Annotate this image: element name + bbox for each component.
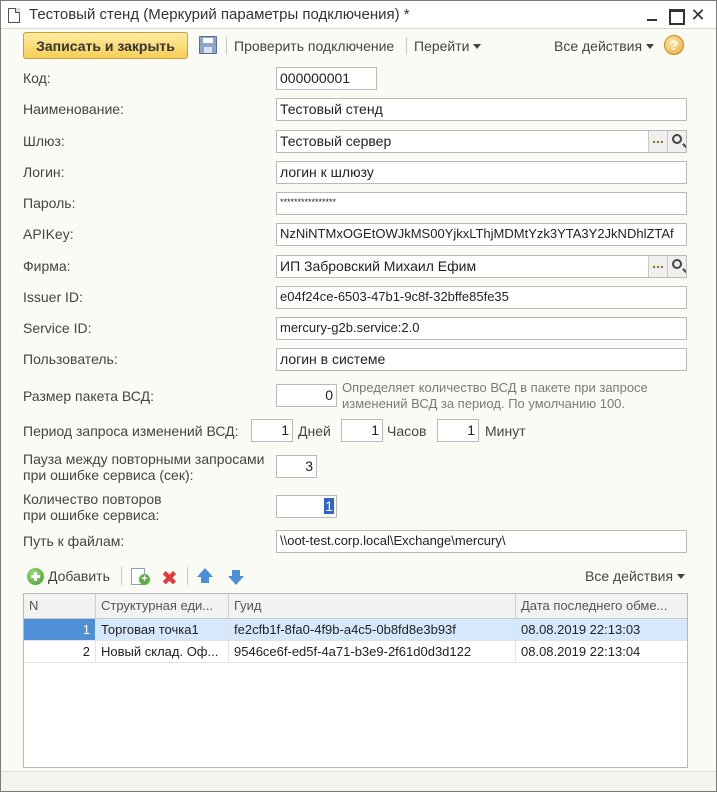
pause-field[interactable]: 3 — [276, 455, 317, 478]
toolbar-separator — [226, 37, 227, 55]
retries-value: 1 — [325, 498, 333, 514]
save-icon[interactable] — [199, 36, 217, 54]
units-table — [23, 593, 688, 768]
cell-n: 2 — [24, 641, 96, 662]
gateway-label: Шлюз: — [23, 133, 65, 149]
issuer-label: Issuer ID: — [23, 289, 83, 305]
toolbar-separator — [121, 567, 122, 585]
path-label: Путь к файлам: — [23, 533, 125, 549]
column-header-date[interactable]: Дата последнего обме... — [521, 598, 668, 613]
firm-field[interactable] — [276, 255, 687, 278]
name-field[interactable]: Тестовый стенд — [276, 98, 687, 121]
cell-guid: 9546ce6f-ed5f-4a71-b3e9-2f61d0d3d122 — [229, 641, 516, 662]
period-minutes-field[interactable]: 1 — [437, 419, 479, 442]
title-bar — [1, 1, 716, 29]
gateway-value: Тестовый сервер — [280, 133, 392, 149]
packet-size-hint: Определяет количество ВСД в пакете при запросе изменений ВСД за период. По умолчанию 100. — [342, 380, 648, 411]
service-label: Service ID: — [23, 320, 92, 336]
chevron-down-icon — [646, 44, 654, 49]
hours-label: Часов — [387, 423, 427, 439]
service-field[interactable]: mercury-g2b.service:2.0 — [276, 317, 687, 340]
move-down-icon[interactable] — [228, 576, 244, 585]
column-header-n[interactable]: N — [24, 594, 96, 619]
packet-size-label: Размер пакета ВСД: — [23, 388, 154, 404]
login-label: Логин: — [23, 164, 65, 180]
save-and-close-button[interactable]: Записать и закрыть — [23, 32, 188, 59]
help-icon[interactable]: ? — [664, 35, 684, 55]
chevron-down-icon — [677, 574, 685, 579]
close-icon[interactable]: ✕ — [690, 5, 706, 25]
add-row-button[interactable] — [27, 568, 110, 585]
open-button[interactable] — [667, 131, 686, 152]
open-button[interactable] — [667, 256, 686, 277]
cell-date: 08.08.2019 22:13:03 — [521, 622, 641, 637]
check-connection-button[interactable]: Проверить подключение — [234, 38, 395, 54]
toolbar-separator — [187, 567, 188, 585]
cell-unit: Новый склад. Оф... — [96, 641, 229, 662]
search-icon — [672, 259, 682, 269]
toolbar-separator — [406, 37, 407, 55]
table-row[interactable] — [24, 619, 687, 641]
retries-field[interactable] — [276, 495, 337, 518]
document-icon — [8, 8, 20, 23]
table-row[interactable] — [24, 641, 687, 663]
apikey-label: APIKey: — [23, 226, 74, 242]
login-field[interactable]: логин к шлюзу — [276, 161, 687, 184]
move-up-icon[interactable] — [197, 568, 213, 577]
minutes-label: Минут — [485, 423, 526, 439]
password-field[interactable]: **************** — [276, 192, 687, 215]
goto-menu[interactable] — [414, 38, 481, 54]
cell-unit: Торговая точка1 — [96, 619, 229, 640]
cell-n: 1 — [24, 619, 96, 640]
search-icon — [672, 134, 682, 144]
all-actions-menu[interactable] — [554, 38, 654, 54]
user-label: Пользователь: — [23, 351, 118, 367]
days-label: Дней — [298, 423, 331, 439]
select-button[interactable]: ... — [648, 256, 667, 277]
status-bar — [1, 771, 716, 791]
chevron-down-icon — [473, 44, 481, 49]
cell-guid: fe2cfb1f-8fa0-4f9b-a4c5-0b8fd8e3b93f — [229, 619, 516, 640]
path-field[interactable]: \\oot-test.corp.local\Exchange\mercury\ — [276, 530, 687, 553]
retries-label-line1: Количество повторов — [23, 491, 162, 507]
select-button[interactable]: ... — [648, 131, 667, 152]
maximize-icon[interactable] — [665, 5, 685, 25]
add-icon — [27, 568, 44, 585]
pause-label-line2: при ошибке сервиса (сек): — [23, 467, 194, 483]
table-all-actions-label: Все действия — [585, 568, 674, 584]
retries-label-line2: при ошибке сервиса: — [23, 507, 160, 523]
period-days-field[interactable]: 1 — [251, 419, 293, 442]
apikey-field[interactable]: NzNiNTMxOGEtOWJkMS00YjkxLThjMDMtYzk3YTA3Y2JkNDhlZTAf — [276, 223, 687, 246]
password-label: Пароль: — [23, 195, 76, 211]
column-header-guid[interactable]: Гуид — [229, 594, 516, 619]
pause-label-line1: Пауза между повторными запросами — [23, 451, 265, 467]
firm-label: Фирма: — [23, 258, 71, 274]
window-title: Тестовый стенд (Меркурий параметры подключения) * — [29, 6, 410, 23]
table-all-actions-menu[interactable] — [585, 568, 685, 584]
column-header-unit[interactable]: Структурная еди... — [96, 594, 229, 619]
goto-label: Перейти — [414, 38, 470, 54]
firm-value: ИП Забровский Михаил Ефим — [280, 258, 477, 274]
table-header — [24, 594, 687, 619]
issuer-field[interactable]: e04f24ce-6503-47b1-9c8f-32bffe85fe35 — [276, 286, 687, 309]
cell-date: 08.08.2019 22:13:04 — [521, 644, 641, 659]
name-label: Наименование: — [23, 101, 124, 117]
add-label: Добавить — [48, 568, 110, 584]
user-field[interactable]: логин в системе — [276, 348, 687, 371]
period-hours-field[interactable]: 1 — [341, 419, 383, 442]
code-field[interactable]: 000000001 — [276, 67, 377, 90]
period-label: Период запроса изменений ВСД: — [23, 423, 239, 439]
minimize-icon[interactable] — [642, 5, 662, 25]
packet-size-field[interactable]: 0 — [276, 384, 337, 407]
code-label: Код: — [23, 70, 51, 86]
delete-row-icon[interactable]: ✖ — [161, 568, 178, 590]
all-actions-label: Все действия — [554, 38, 643, 54]
gateway-field[interactable] — [276, 130, 687, 153]
copy-row-icon[interactable] — [131, 568, 145, 585]
